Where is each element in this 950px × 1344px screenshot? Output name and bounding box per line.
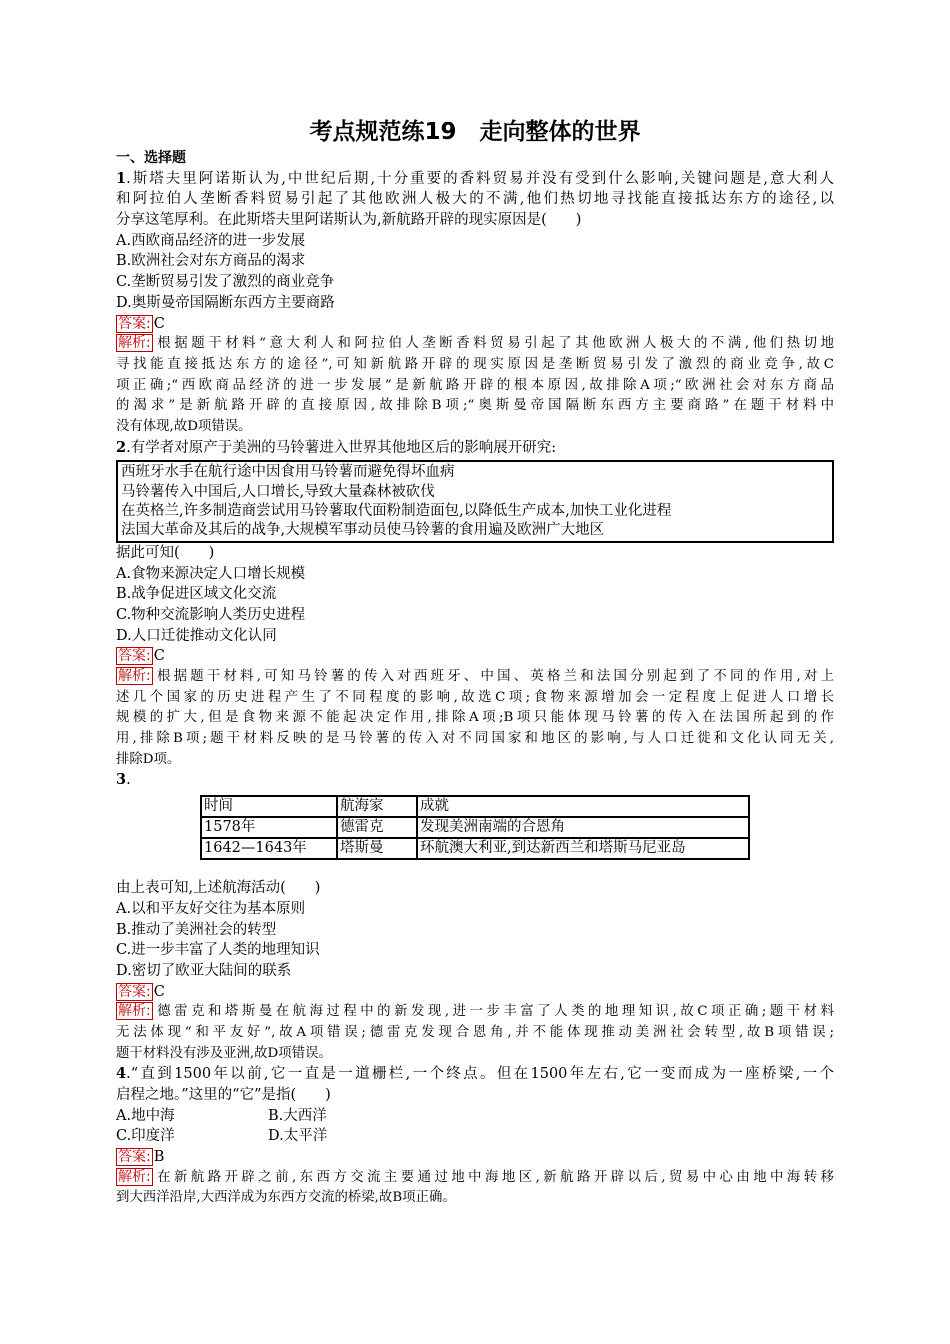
- q1-analysis-line-2: 寻找能直接抵达东方的途径”,可知新航路开辟的现实原因是垄断贸易引发了激烈的商业竞争,故C: [116, 356, 834, 372]
- q2-option-d: D.人口迁徙推动文化认同: [116, 627, 277, 644]
- table-cell: 德雷克: [337, 817, 417, 838]
- q2-question: 据此可知( ): [116, 544, 215, 561]
- q1-analysis-line-1: 解析: 根据题干材料“意大利人和阿拉伯人垄断香料贸易引起了其他欧洲人极大的不满,他们热切地: [118, 335, 834, 352]
- table-cell: 塔斯曼: [337, 838, 417, 859]
- q4-option-d: D.太平洋: [268, 1128, 328, 1145]
- q2-stem: 2.有学者对原产于美洲的马铃薯进入世界其他地区后的影响展开研究:: [116, 438, 557, 456]
- q2-option-a: A.食物来源决定人口增长规模: [116, 565, 306, 582]
- analysis-label: 解析:: [118, 668, 151, 684]
- q3-number: 3: [116, 771, 127, 789]
- answer-label: 答案:: [118, 648, 151, 665]
- q2-material-line-4: 法国大革命及其后的战争,大规模军事动员使马铃薯的食用遍及欧洲广大地区: [121, 522, 605, 539]
- q4-stem-line-1: 4.“直到1500年以前,它一直是一道栅栏,一个终点。但在1500年左右,它一变而成为一座桥梁,一个: [116, 1065, 834, 1083]
- analysis-label: 解析:: [118, 335, 151, 352]
- q3-analysis-line-2: 无法体现“和平友好”,故A项错误;德雷克发现合恩角,并不能体现推动美洲社会转型,故B项错误;: [116, 1024, 834, 1040]
- q2-analysis-line-4: 用,排除B项;题干材料反映的是马铃薯的传入对不同国家和地区的影响,与人口迁徙和文化认同无关,: [116, 731, 834, 747]
- q1-answer: [116, 314, 834, 335]
- q1-option-a: A.西欧商品经济的进一步发展: [116, 232, 306, 249]
- q1-analysis-line-4: 的渴求”是新航路开辟的直接原因,故排除B项;“奥斯曼帝国隔断东西方主要商路”在题干材料中: [116, 398, 834, 414]
- table-header-cell: 成就: [417, 796, 749, 817]
- navigators-table: [200, 795, 750, 860]
- q2-material-line-3: 在英格兰,许多制造商尝试用马铃薯取代面粉制造面包,以降低生产成本,加快工业化进程: [121, 503, 672, 520]
- q2-material-line-1: 西班牙水手在航行途中因食用马铃薯而避免得坏血病: [121, 464, 455, 481]
- q1-option-b: B.欧洲社会对东方商品的渴求: [116, 253, 306, 270]
- table-header-row: [201, 796, 749, 817]
- answer-value: C: [153, 648, 165, 665]
- table-header-cell: 航海家: [337, 796, 417, 817]
- answer-label: 答案:: [118, 315, 151, 332]
- analysis-label: 解析:: [118, 1003, 151, 1020]
- question-2: [116, 438, 834, 771]
- table-header-cell: 时间: [201, 796, 337, 817]
- question-1: [116, 169, 834, 438]
- q4-option-c: C.印度洋: [116, 1128, 175, 1145]
- q4-analysis-line-1: 解析: 在新航路开辟之前,东西方交流主要通过地中海地区,新航路开辟以后,贸易中心由地中海转移: [118, 1168, 834, 1185]
- q4-number: 4: [116, 1065, 127, 1083]
- answer-label: 答案:: [118, 1149, 151, 1166]
- q3-option-a: A.以和平友好交往为基本原则: [116, 900, 306, 917]
- question-3: [116, 770, 834, 1064]
- q2-answer: [116, 646, 834, 667]
- answer-value: C: [153, 315, 165, 332]
- answer-value: C: [153, 983, 165, 1000]
- q3-option-b: B.推动了美洲社会的转型: [116, 921, 277, 938]
- q3-option-c: C.进一步丰富了人类的地理知识: [116, 942, 320, 959]
- q3-analysis-line-3: 题干材料没有涉及亚洲,故D项错误。: [116, 1045, 332, 1061]
- table-cell: 1578年: [201, 817, 337, 838]
- section-heading: 一、选择题: [116, 150, 186, 166]
- q1-analysis-line-3: 项正确;“西欧商品经济的进一步发展”是新航路开辟的根本原因,故排除A项;“欧洲社会对东方商品: [116, 377, 834, 393]
- question-4: [116, 1064, 834, 1209]
- table-cell: 1642—1643年: [201, 838, 337, 859]
- q2-material-line-2: 马铃薯传入中国后,人口增长,导致大量森林被砍伐: [121, 483, 435, 500]
- q1-analysis-line-5: 没有体现,故D项错误。: [116, 418, 252, 434]
- q3-answer: [116, 982, 834, 1003]
- spacer: [116, 860, 834, 878]
- q4-stem-line-2: 启程之地。”这里的“它”是指( ): [116, 1087, 331, 1103]
- q2-number: 2: [116, 438, 127, 456]
- q4-options-row-1: [116, 1106, 834, 1127]
- q1-stem-line-2: 和阿拉伯人垄断香料贸易引起了其他欧洲人极大的不满,他们热切地寻找能直接抵达东方的途径,以: [116, 191, 834, 208]
- answer-label: 答案:: [118, 983, 151, 1000]
- q2-option-b: B.战争促进区域文化交流: [116, 586, 277, 603]
- q2-analysis-line-1: 解析: 根据题干材料,可知马铃薯的传入对西班牙、中国、英格兰和法国分别起到了不同的作用,对上: [118, 668, 834, 684]
- q1-stem-line-3: 分享这笔厚利。在此斯塔夫里阿诺斯认为,新航路开辟的现实原因是( ): [116, 212, 582, 229]
- table-cell: 环航澳大利亚,到达新西兰和塔斯马尼亚岛: [417, 838, 749, 859]
- q3-option-d: D.密切了欧亚大陆间的联系: [116, 962, 292, 979]
- answer-value: B: [153, 1149, 165, 1166]
- q2-option-c: C.物种交流影响人类历史进程: [116, 606, 306, 623]
- q2-analysis-line-3: 规模的扩大,但是食物来源不能起决定作用,排除A项;B项只能体现马铃薯的传入在法国所起到的作: [116, 710, 834, 726]
- analysis-label: 解析:: [118, 1168, 151, 1185]
- q4-analysis-line-2: 到大西洋沿岸,大西洋成为东西方交流的桥梁,故B项正确。: [116, 1190, 456, 1206]
- q1-option-c: C.垄断贸易引发了激烈的商业竞争: [116, 274, 335, 291]
- q2-material-box: [116, 460, 834, 543]
- q4-options-row-2: [116, 1126, 834, 1147]
- table-row: [201, 838, 749, 859]
- q1-option-d: D.奥斯曼帝国隔断东西方主要商路: [116, 294, 335, 311]
- page-title: 考点规范练19 走向整体的世界: [309, 119, 641, 145]
- q1-stem-line-1: 1.斯塔夫里阿诺斯认为,中世纪后期,十分重要的香料贸易并没有受到什么影响,关键问题是,意大利人: [116, 169, 834, 187]
- q4-option-a: A.地中海: [116, 1107, 175, 1124]
- q2-analysis-line-2: 述几个国家的历史进程产生了不同程度的影响,故选C项;食物来源增加会一定程度上促进人口增长: [116, 689, 834, 705]
- content-column: [116, 148, 834, 1209]
- q4-option-b: B.大西洋: [268, 1107, 327, 1124]
- table-cell: 发现美洲南端的合恩角: [417, 817, 749, 838]
- table-row: [201, 817, 749, 838]
- q3-analysis-line-1: 解析: 德雷克和塔斯曼在航海过程中的新发现,进一步丰富了人类的地理知识,故C项正确;题干材料: [118, 1003, 834, 1020]
- q4-answer: [116, 1147, 834, 1168]
- q2-analysis-line-5: 排除D项。: [116, 751, 181, 767]
- q1-number: 1: [116, 169, 127, 187]
- q3-stem: 3.: [116, 771, 131, 789]
- q3-question: 由上表可知,上述航海活动( ): [116, 880, 321, 897]
